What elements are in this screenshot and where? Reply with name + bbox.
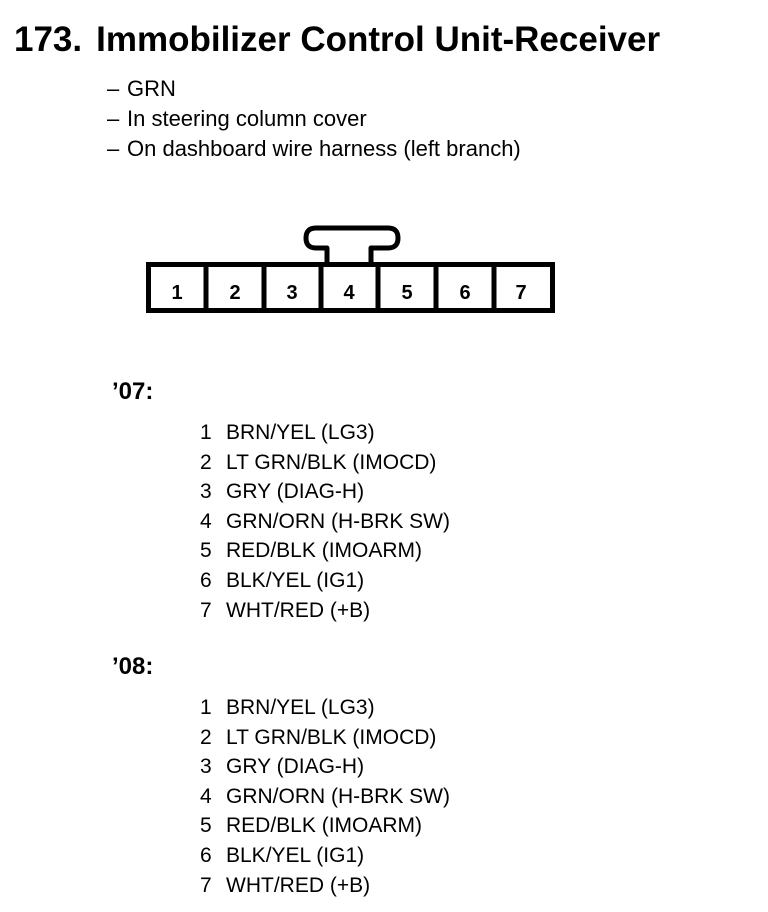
wire-description: BLK/YEL (IG1) <box>226 568 365 592</box>
pin-number: 3 <box>200 755 212 779</box>
pin-row <box>200 752 450 782</box>
pin-number: 3 <box>200 480 212 504</box>
pin-row <box>200 477 450 507</box>
pin-number: 4 <box>200 509 212 533</box>
pin-number: 5 <box>200 814 212 838</box>
wire-description: WHT/RED (+B) <box>226 598 371 622</box>
connector-pin-6: 6 <box>459 282 471 304</box>
pin-row <box>200 723 450 753</box>
pin-row <box>200 811 450 841</box>
pin-number: 1 <box>200 696 212 719</box>
connector-pin-3: 3 <box>286 282 298 304</box>
connector-pin-5: 5 <box>401 282 413 304</box>
pin-number: 7 <box>200 598 212 622</box>
wire-description: GRY (DIAG-H) <box>226 480 365 504</box>
note-dash: – <box>107 76 120 101</box>
wire-description: BLK/YEL (IG1) <box>226 843 365 867</box>
wire-description: BRN/YEL (LG3) <box>226 421 375 444</box>
connector-lock-tab <box>306 228 398 264</box>
connector-pin-7: 7 <box>515 282 527 304</box>
wire-description: LT GRN/BLK (IMOCD) <box>226 450 437 474</box>
pin-row <box>200 596 450 626</box>
pin-row <box>200 693 450 723</box>
wire-description: GRY (DIAG-H) <box>226 755 365 779</box>
pin-list-07 <box>200 418 450 625</box>
pin-number: 2 <box>200 450 212 474</box>
pin-number: 1 <box>200 421 212 444</box>
pin-row <box>200 871 450 901</box>
wire-description: GRN/ORN (H-BRK SW) <box>226 784 450 808</box>
section-heading-07: ’07: <box>112 378 154 405</box>
note-dash: – <box>107 106 120 131</box>
note-text: In steering column cover <box>127 106 367 131</box>
pin-number: 2 <box>200 725 212 749</box>
note-dash: – <box>107 136 120 161</box>
section-heading-08: ’08: <box>112 653 154 680</box>
pin-number: 7 <box>200 873 212 897</box>
pin-row <box>200 536 450 566</box>
pin-number: 6 <box>200 843 212 867</box>
pin-number: 4 <box>200 784 212 808</box>
note-text: On dashboard wire harness (left branch) <box>127 136 521 161</box>
pin-row <box>200 418 450 448</box>
item-number: 173. <box>14 20 83 59</box>
pin-number: 5 <box>200 539 212 563</box>
pin-row <box>200 507 450 537</box>
pin-row <box>200 448 450 478</box>
connector-pin-1: 1 <box>171 282 183 304</box>
wire-description: LT GRN/BLK (IMOCD) <box>226 725 437 749</box>
pin-list-08 <box>200 693 450 900</box>
connector-pin-2: 2 <box>229 282 241 304</box>
pin-row <box>200 841 450 871</box>
component-name: Immobilizer Control Unit-Receiver <box>96 20 661 59</box>
pin-row <box>200 566 450 596</box>
wire-description: RED/BLK (IMOARM) <box>226 539 423 563</box>
wire-description: RED/BLK (IMOARM) <box>226 814 423 838</box>
connector-diagram <box>0 0 768 340</box>
pin-row <box>200 782 450 812</box>
connector-pin-4: 4 <box>343 282 355 304</box>
pin-number: 6 <box>200 568 212 592</box>
wire-description: WHT/RED (+B) <box>226 873 371 897</box>
wire-description: GRN/ORN (H-BRK SW) <box>226 509 450 533</box>
wire-description: BRN/YEL (LG3) <box>226 696 375 719</box>
note-text: GRN <box>127 76 176 101</box>
